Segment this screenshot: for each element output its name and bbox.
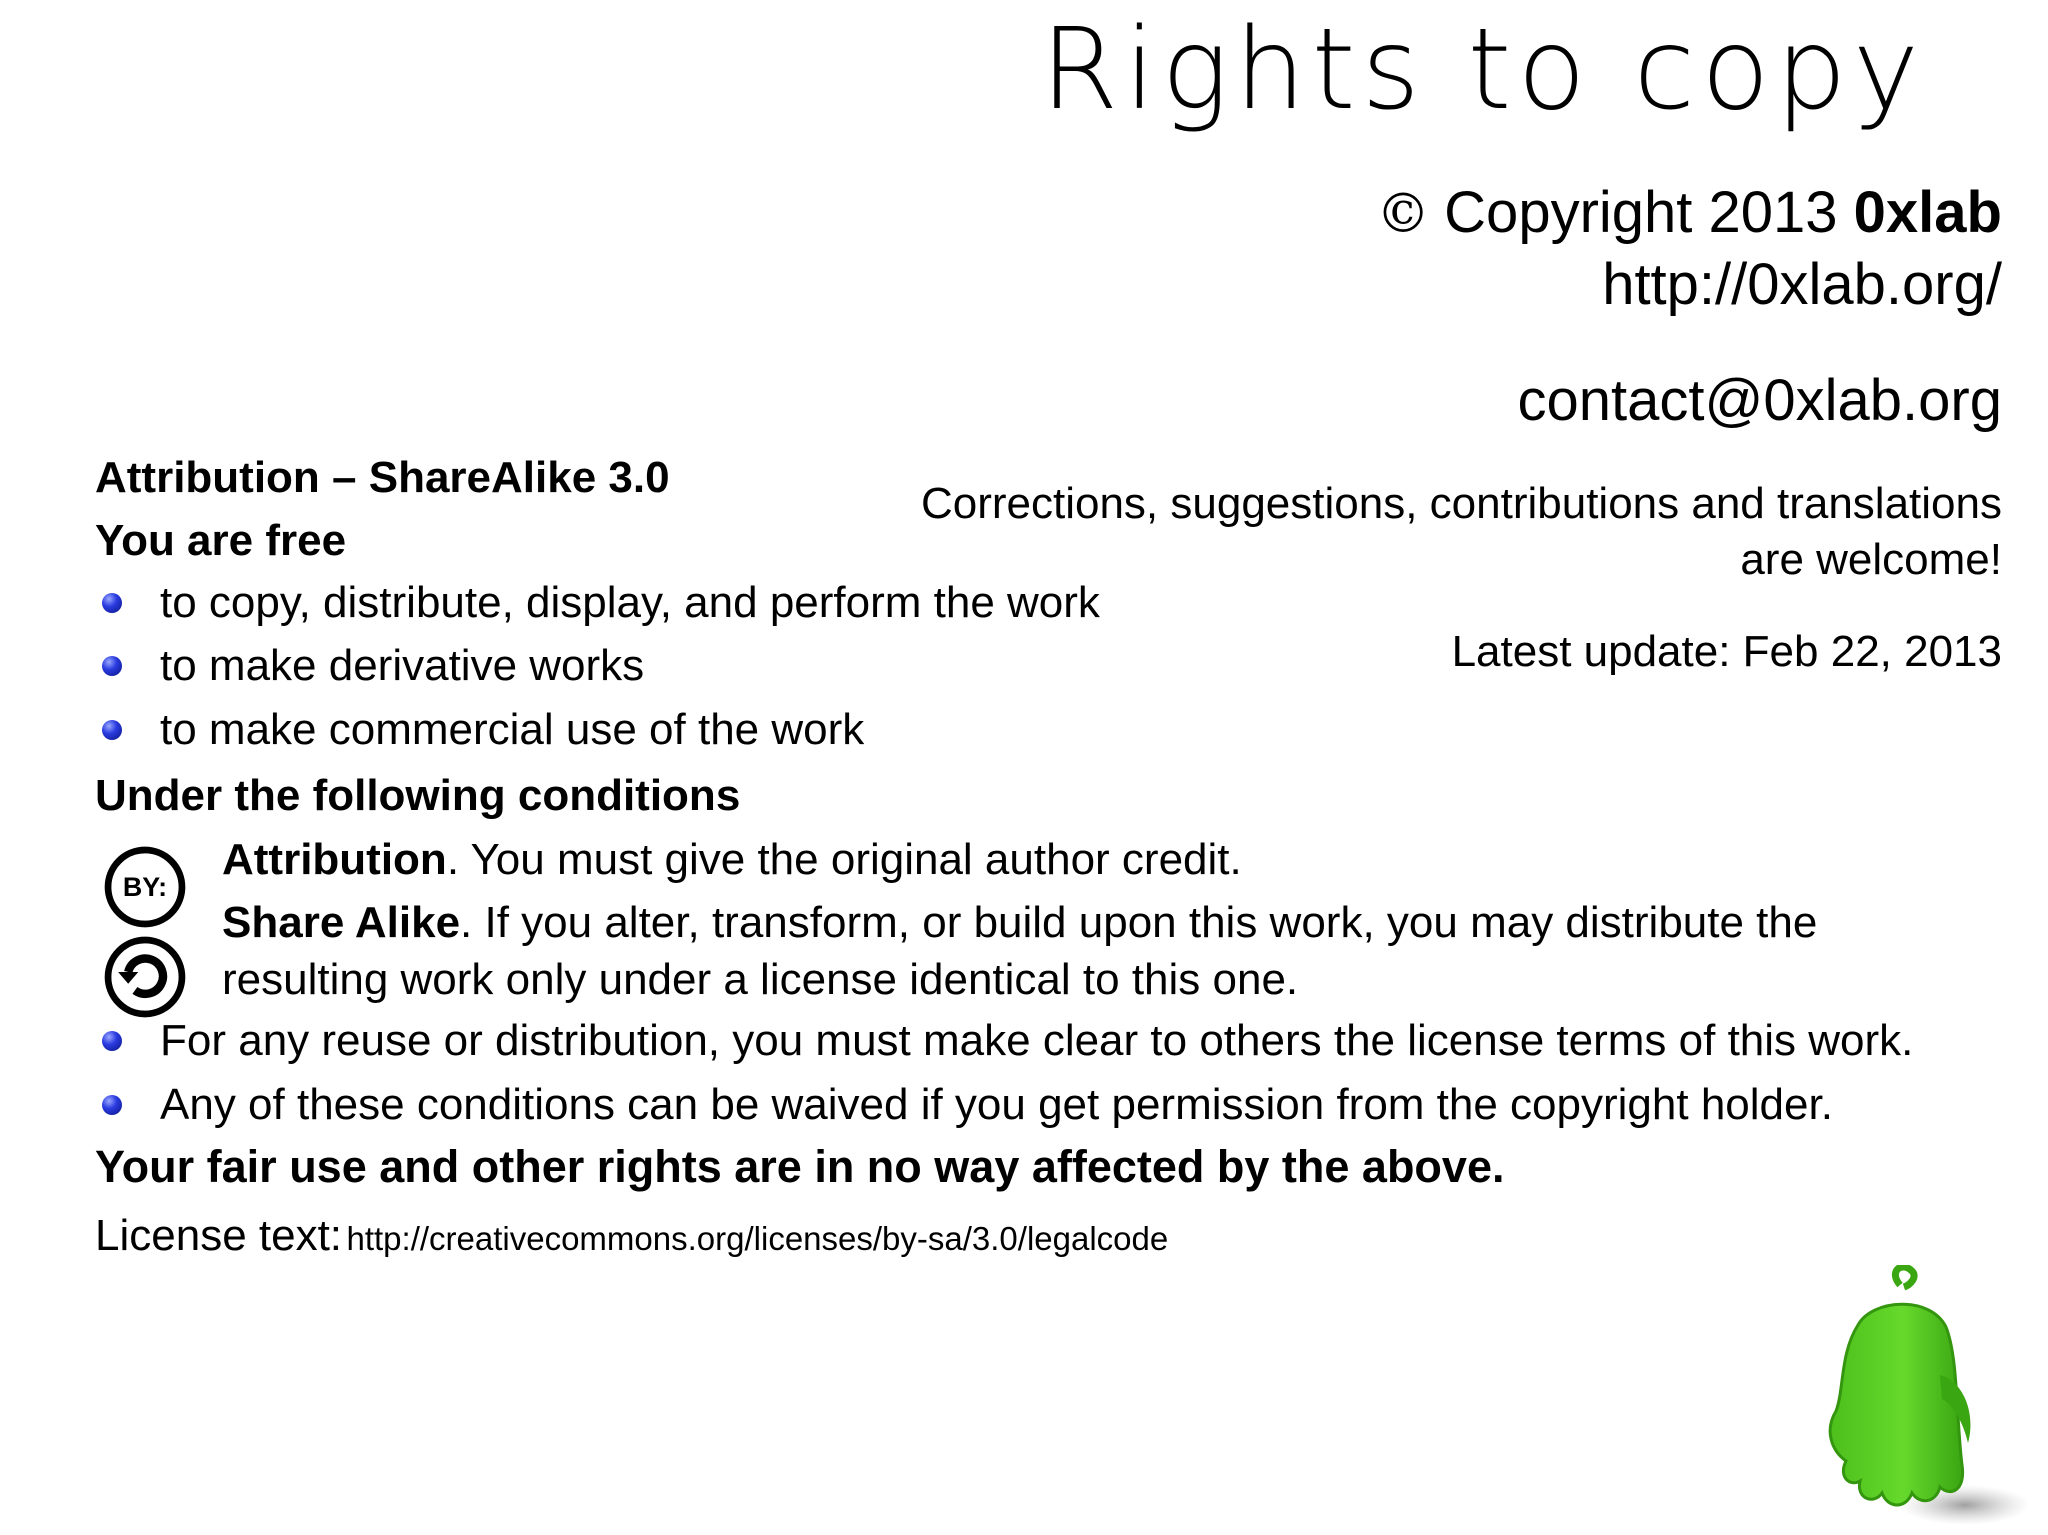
corrections-note (921, 476, 2002, 588)
corrections-line-1: Corrections, suggestions, contributions and translations (920, 479, 2002, 528)
copyright-owner: 0xlab (1853, 180, 2002, 245)
bullet-icon (102, 1095, 122, 1115)
cc-sa-icon (103, 935, 187, 1019)
condition-share-alike (222, 895, 1817, 951)
condition-attribution (222, 832, 1242, 888)
fair-use-statement: Your fair use and other rights are in no way affected by the above. (95, 1141, 1505, 1192)
bullet-icon (102, 593, 122, 613)
conditions-heading: Under the following conditions (95, 771, 741, 820)
license-text-label: License text: (95, 1211, 343, 1260)
freedom-text: to make derivative works (160, 641, 645, 690)
copyright-line (1376, 178, 2002, 249)
share-alike-text-line-1: . If you alter, transform, or build upon this work, you may distribute the (460, 898, 1818, 947)
attribution-term: Attribution (222, 835, 447, 884)
bullet-icon (102, 656, 122, 676)
license-text-line (95, 1206, 1168, 1276)
note-text: For any reuse or distribution, you must make clear to others the license terms of this work. (160, 1016, 1914, 1065)
license-name: Attribution – ShareAlike 3.0 (95, 453, 670, 502)
copyright-symbol: © (1376, 182, 1431, 245)
freedom-text: to copy, distribute, display, and perform the work (160, 578, 1100, 627)
license-text-link[interactable]: http://creativecommons.org/licenses/by-sa/3.0/legalcode (346, 1220, 1169, 1257)
website-link[interactable]: http://0xlab.org/ (1602, 252, 2002, 317)
cc-by-icon (103, 845, 187, 929)
share-alike-text-line-2: resulting work only under a license identical to this one. (222, 955, 1299, 1004)
corrections-line-2: are welcome! (1740, 535, 2002, 584)
page-title: Rights to copy (1040, 5, 1925, 135)
share-alike-term: Share Alike (222, 898, 461, 947)
bullet-icon (102, 720, 122, 740)
freedoms-heading: You are free (95, 516, 347, 565)
note-text: Any of these conditions can be waived if you get permission from the copyright holder. (160, 1080, 1833, 1129)
latest-update: Latest update: Feb 22, 2013 (1451, 627, 2002, 676)
copyright-text: Copyright 2013 (1444, 180, 1838, 245)
contact-email[interactable]: contact@0xlab.org (1517, 368, 2002, 433)
attribution-text: . You must give the original author credit. (446, 835, 1242, 884)
green-mascot-icon (1780, 1265, 2030, 1530)
freedom-text: to make commercial use of the work (160, 705, 865, 754)
svg-text:BY:: BY: (122, 872, 168, 903)
bullet-icon (102, 1031, 122, 1051)
